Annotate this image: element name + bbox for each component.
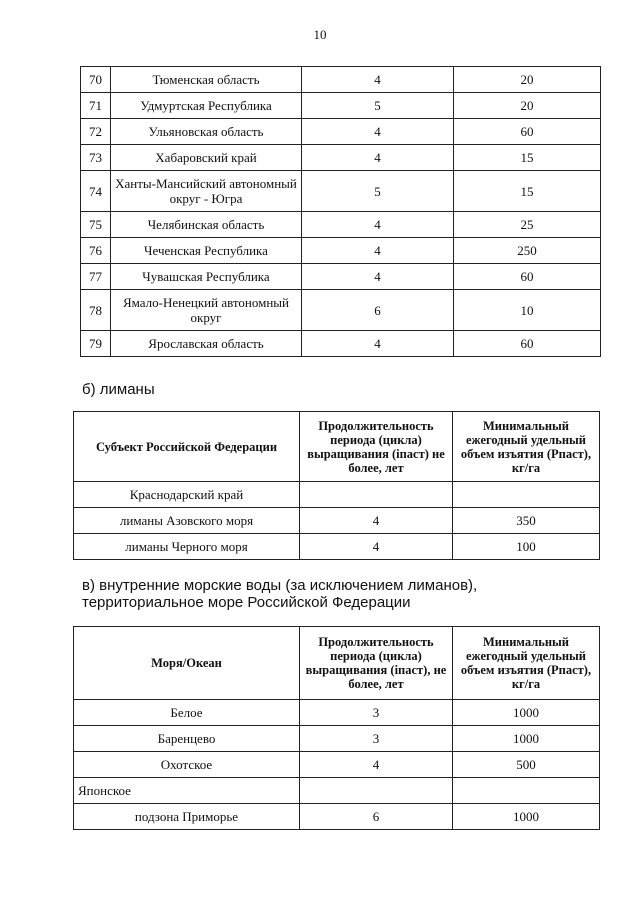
header-period: Продолжительность периода (цикла) выращивания (iпаст) не более, лет [300, 412, 453, 482]
seas-table [73, 626, 600, 830]
table-header-row [74, 627, 600, 700]
row-number: 74 [81, 171, 111, 212]
header-subject: Субъект Российской Федерации [74, 412, 300, 482]
row-number: 72 [81, 119, 111, 145]
region-name: Удмуртская Республика [111, 93, 302, 119]
cycle-period: 4 [300, 534, 453, 560]
harvest-volume: 1000 [453, 804, 600, 830]
cycle-period: 3 [300, 700, 453, 726]
harvest-volume: 100 [453, 534, 600, 560]
cycle-period: 3 [300, 726, 453, 752]
region-name: Хабаровский край [111, 145, 302, 171]
sea-name: Белое [74, 700, 300, 726]
regions-table [80, 66, 601, 357]
table-row [81, 238, 601, 264]
cycle-period: 4 [300, 508, 453, 534]
subject-name: лиманы Черного моря [74, 534, 300, 560]
subject-name: лиманы Азовского моря [74, 508, 300, 534]
subject-name: Краснодарский край [74, 482, 300, 508]
harvest-volume: 350 [453, 508, 600, 534]
cycle-period: 4 [302, 264, 454, 290]
table-row [81, 331, 601, 357]
row-number: 77 [81, 264, 111, 290]
region-name: Ярославская область [111, 331, 302, 357]
sea-name: Охотское [74, 752, 300, 778]
harvest-volume: 25 [454, 212, 601, 238]
table-row [74, 700, 600, 726]
region-name: Ханты-Мансийский автономный округ - Югра [111, 171, 302, 212]
table-header-row [74, 412, 600, 482]
table-row [81, 212, 601, 238]
cycle-period: 5 [302, 171, 454, 212]
harvest-volume: 20 [454, 93, 601, 119]
section-b-heading: б) лиманы [82, 381, 155, 398]
harvest-volume: 500 [453, 752, 600, 778]
region-name: Чеченская Республика [111, 238, 302, 264]
region-name: Чувашская Республика [111, 264, 302, 290]
header-period: Продолжительность периода (цикла) выращивания (iпаст), не более, лет [300, 627, 453, 700]
header-volume: Минимальный ежегодный удельный объем изъятия (Pпаст), кг/га [453, 412, 600, 482]
row-number: 73 [81, 145, 111, 171]
section-v-heading: в) внутренние морские воды (за исключением лиманов), территориальное море Российской Федерации [82, 577, 478, 611]
harvest-volume: 10 [454, 290, 601, 331]
table-row [81, 290, 601, 331]
cycle-period: 5 [302, 93, 454, 119]
region-name: Ямало-Ненецкий автономный округ [111, 290, 302, 331]
sea-name: подзона Приморье [74, 804, 300, 830]
table-row [81, 264, 601, 290]
row-number: 76 [81, 238, 111, 264]
row-number: 71 [81, 93, 111, 119]
cycle-period: 4 [302, 145, 454, 171]
cycle-period: 4 [302, 119, 454, 145]
table-row [81, 145, 601, 171]
harvest-volume: 1000 [453, 726, 600, 752]
harvest-volume: 60 [454, 331, 601, 357]
sea-name: Японское [74, 778, 300, 804]
harvest-volume: 15 [454, 171, 601, 212]
harvest-volume: 20 [454, 67, 601, 93]
row-number: 78 [81, 290, 111, 331]
harvest-volume [453, 482, 600, 508]
cycle-period: 4 [302, 67, 454, 93]
harvest-volume: 15 [454, 145, 601, 171]
table-row [81, 93, 601, 119]
table-row [74, 778, 600, 804]
cycle-period [300, 482, 453, 508]
region-name: Челябинская область [111, 212, 302, 238]
cycle-period: 4 [302, 331, 454, 357]
harvest-volume: 1000 [453, 700, 600, 726]
row-number: 79 [81, 331, 111, 357]
cycle-period: 6 [300, 804, 453, 830]
cycle-period: 4 [300, 752, 453, 778]
estuaries-table [73, 411, 600, 560]
row-number: 70 [81, 67, 111, 93]
table-row [74, 726, 600, 752]
table-row [74, 482, 600, 508]
table-row [74, 534, 600, 560]
page-number: 10 [313, 27, 327, 42]
harvest-volume [453, 778, 600, 804]
table-row [74, 508, 600, 534]
region-name: Ульяновская область [111, 119, 302, 145]
sea-name: Баренцево [74, 726, 300, 752]
header-volume: Минимальный ежегодный удельный объем изъятия (Pпаст), кг/га [453, 627, 600, 700]
table-row [74, 804, 600, 830]
table-row [81, 171, 601, 212]
harvest-volume: 60 [454, 264, 601, 290]
cycle-period [300, 778, 453, 804]
harvest-volume: 60 [454, 119, 601, 145]
table-row [81, 67, 601, 93]
header-sea: Моря/Океан [74, 627, 300, 700]
row-number: 75 [81, 212, 111, 238]
region-name: Тюменская область [111, 67, 302, 93]
cycle-period: 4 [302, 238, 454, 264]
table-row [81, 119, 601, 145]
table-row [74, 752, 600, 778]
cycle-period: 4 [302, 212, 454, 238]
harvest-volume: 250 [454, 238, 601, 264]
cycle-period: 6 [302, 290, 454, 331]
